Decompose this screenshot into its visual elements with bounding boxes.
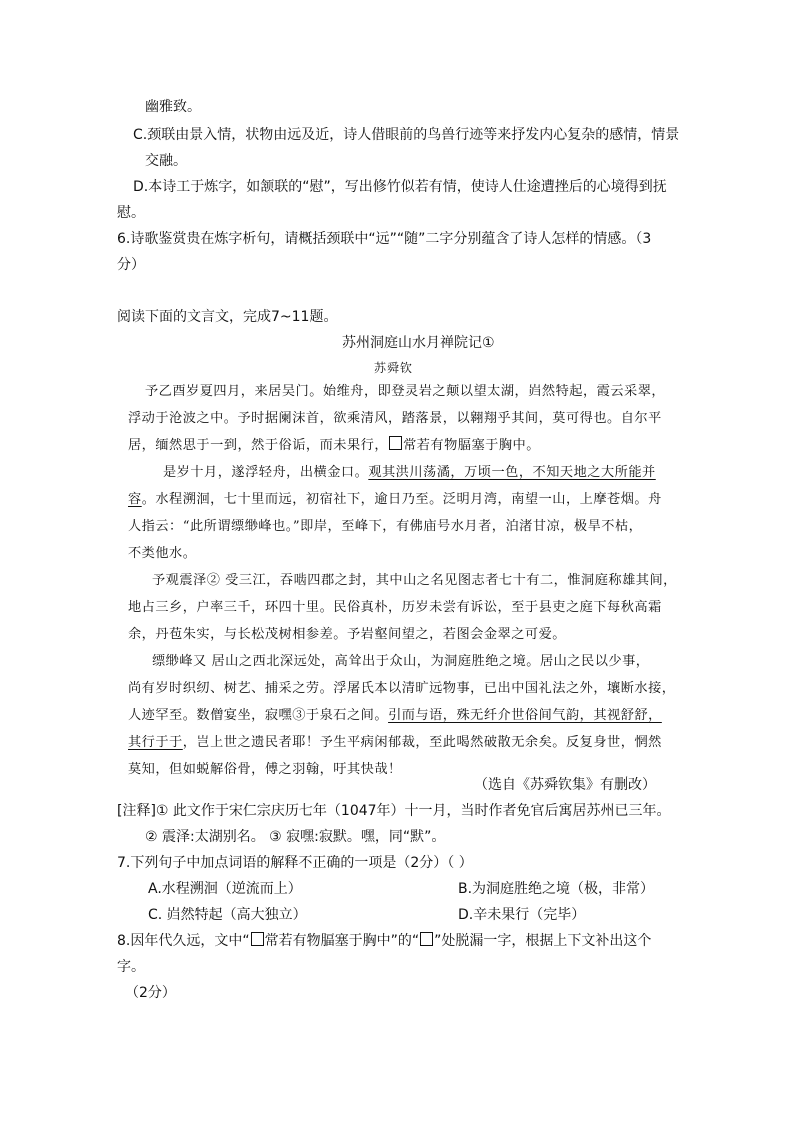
q8-blank-box-2 [420,932,433,946]
passage-source: （选自《苏舜钦集》有删改） [474,777,656,793]
q8-stem-line1 [117,931,651,951]
p2-line1-lead: 是岁十月，遂浮轻舟，出横金口。 [163,465,369,480]
p4-underlined-tail: 其行于于 [128,735,183,750]
p4-line3-text: 人迹罕至。数僧宴坐，寂嘿③于泉石之间。 [128,708,389,723]
p1-line3 [128,436,540,456]
p4-line1: 缥缈峰又 居山之西北深远处，高耸出于众山，为洞庭胜绝之境。居山之民以少事， [152,654,650,669]
q6-stem-line2: 分） [117,257,145,273]
p4-line5: 莫知，但如蜕解俗骨，傅之羽翰，吁其快哉！ [128,762,402,777]
q8-stem-mid: 常若有物腷塞于胸中”的“ [264,933,420,949]
p2-line1 [163,463,656,483]
p4-line2: 尚有岁时织纫、树艺、捕采之劳。浮屠氏本以清旷远物事，已出中国礼法之外，壤断水接， [128,681,676,696]
p2-line3: 人指云：“此所谓缥缈峰也。”即岸，至峰下，有佛庙号水月者，泊渚甘凉，极旱不枯， [128,519,643,534]
q5-option-d-line1: D.本诗工于炼字，如颔联的“慰”，写出修竹似若有情，使诗人仕途遭挫后的心境得到抚 [133,179,667,195]
q8-blank-box [251,932,264,946]
notes-line2: ② 震泽:太湖别名。 ③ 寂嘿:寂默。嘿，同“默”。 [145,829,446,845]
p2-line2 [128,490,662,510]
p1-line2: 浮动于沧波之中。予时据阑沫首，欲乘清风，踏落景，以翱翔乎其间，莫可得也。自尔平 [128,411,662,426]
q7-option-d: D.辛未果行（完毕） [458,907,586,923]
q7-stem: 7.下列句子中加点词语的解释不正确的一项是（2分）（ ） [117,855,473,871]
q8-stem-pre: 8.因年代久远，文中“ [117,933,250,949]
missing-char-box [389,436,402,450]
p4-line4-text: ，岂上世之遗民者耶！予生平病闲郁裁，至此喝然破散无余矣。反复身世，惘然 [182,735,662,750]
p3-line2: 地占三乡，户率三千，环四十里。民俗真朴，历岁未尝有诉讼，至于县吏之庭下每秋高霜 [128,600,662,615]
q5-option-c-line2: 交融。 [145,153,187,169]
p4-underlined-sentence: 引而与语，殊无纤介世俗间气韵，其视舒舒， [388,708,662,723]
passage-author: 苏舜钦 [374,361,414,375]
q8-score: （2分） [125,985,176,1001]
p1-line1: 予乙酉岁夏四月，来居吴门。始维舟，即登灵岩之颠以望太湖，岿然特起，霞云采翠， [145,384,666,399]
q5-option-d-line2: 慰。 [117,205,145,221]
q5-option-b-tail: 幽雅致。 [145,99,201,115]
q8-stem-post: ”处脱漏一字，根据上下文补出这个 [434,933,652,949]
p1-line3-tail: 常若有物腷塞于胸中。 [403,438,540,453]
q8-stem-line2: 字。 [117,959,145,975]
p1-line3-text: 居，缅然思于一到，然于俗诟，而未果行， [128,438,389,453]
p2-underlined-sentence: 观其洪川荡潏，万顷一色，不知天地之大所能并 [368,465,656,480]
notes-line1: [注释]① 此文作于宋仁宗庆历七年（1047年）十一月，当时作者免官后寓居苏州已三年。 [117,803,671,819]
p2-line4: 不类他水。 [128,546,197,561]
q6-stem-line1: 6.诗歌鉴赏贵在炼字析句，请概括颈联中“远”“随”二字分别蕴含了诗人怎样的情感。（3 [117,231,652,247]
q7-option-b: B.为洞庭胜绝之境（极，非常） [458,881,655,897]
passage-title: 苏州洞庭山水月禅院记① [342,335,495,351]
p4-line4 [128,733,662,753]
p4-line3 [128,706,662,726]
p2-line2-text: 。水程溯洄，七十里而远，初宿社下，逾日乃至。泛明月湾，南望一山，上摩苍烟。舟 [141,492,662,507]
q7-option-a: A.水程溯洄（逆流而上） [148,881,302,897]
p3-line3: 余，丹苞朱实，与长松茂树相参差。予岩壑间望之，若图会金翠之可爱。 [128,627,566,642]
q5-option-c-line1: C.颈联由景入情，状物由远及近，诗人借眼前的鸟兽行迹等来抒发内心复杂的感情，情景 [133,127,680,143]
q7-option-c: C. 岿然特起（高大独立） [148,907,307,923]
p2-underlined-tail: 容 [128,492,142,507]
p3-line1: 予观震泽② 受三江，吞啮四郡之封，其中山之名见图志者七十有二，惟洞庭称雄其间， [152,573,677,588]
reading-intro: 阅读下面的文言文，完成7~11题。 [117,309,338,325]
